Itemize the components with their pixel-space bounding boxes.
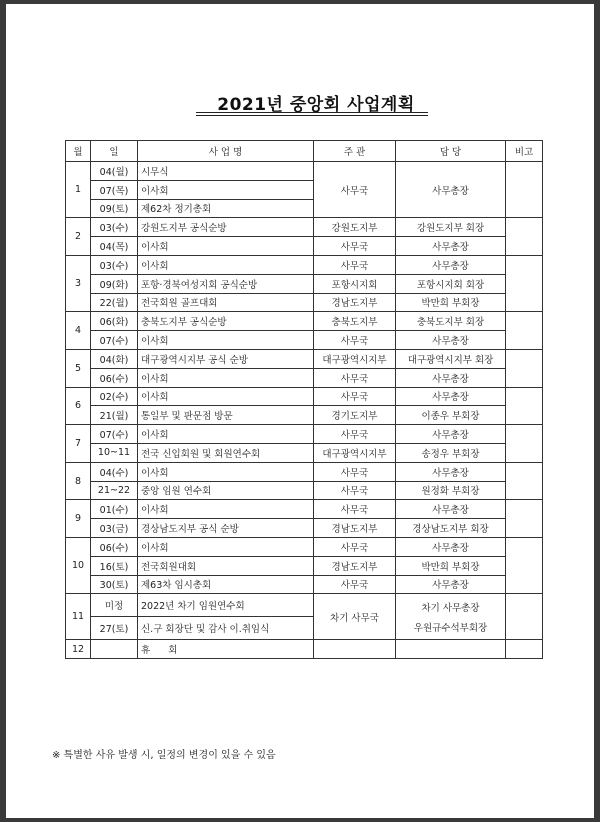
host-cell: 충북도지부 xyxy=(314,312,396,331)
page-title: 2021년 중앙회 사업계획 xyxy=(217,95,415,115)
remarks-cell xyxy=(506,462,543,500)
manager-cell: 사무총장 xyxy=(396,500,506,519)
event-cell: 강원도지부 공식순방 xyxy=(138,218,314,237)
date-cell: 06(수) xyxy=(91,537,138,556)
date-cell: 06(수) xyxy=(91,368,138,387)
table-row xyxy=(66,575,543,594)
remarks-cell xyxy=(506,162,543,218)
manager-cell: 사무총장 xyxy=(396,462,506,481)
table-row xyxy=(66,237,543,256)
event-cell: 전국 신입회원 및 회원연수회 xyxy=(138,443,314,462)
manager-cell: 사무총장 xyxy=(396,255,506,274)
event-cell: 2022년 차기 임원연수회 xyxy=(138,594,314,617)
manager-cell: 원정화 부회장 xyxy=(396,481,506,500)
remarks-cell xyxy=(506,312,543,350)
host-cell: 사무국 xyxy=(314,237,396,256)
event-cell: 이사회 xyxy=(138,387,314,406)
manager-cell: 사무총장 xyxy=(396,425,506,444)
event-cell: 이사회 xyxy=(138,425,314,444)
month-cell: 2 xyxy=(66,218,91,256)
event-cell: 이사회 xyxy=(138,368,314,387)
table-row xyxy=(66,556,543,575)
host-cell: 사무국 xyxy=(314,368,396,387)
manager-cell: 포항시지회 회장 xyxy=(396,274,506,293)
manager-cell: 사무총장 xyxy=(396,162,506,218)
event-cell: 경상남도지부 공식 순방 xyxy=(138,519,314,538)
date-cell: 03(금) xyxy=(91,519,138,538)
table-row xyxy=(66,640,543,659)
month-cell: 3 xyxy=(66,255,91,311)
date-cell: 07(목) xyxy=(91,180,138,199)
host-cell: 사무국 xyxy=(314,575,396,594)
date-cell: 미정 xyxy=(91,594,138,617)
date-cell: 21~22 xyxy=(91,481,138,500)
event-cell: 이사회 xyxy=(138,237,314,256)
remarks-cell xyxy=(506,218,543,256)
event-cell: 시무식 xyxy=(138,162,314,181)
table-row xyxy=(66,387,543,406)
event-cell: 전국회원 골프대회 xyxy=(138,293,314,312)
event-cell: 제63차 임시총회 xyxy=(138,575,314,594)
table-row xyxy=(66,537,543,556)
table-row xyxy=(66,368,543,387)
manager-cell: 박만희 부회장 xyxy=(396,293,506,312)
header-month: 월 xyxy=(66,141,91,162)
host-cell: 포항시지회 xyxy=(314,274,396,293)
month-cell: 10 xyxy=(66,537,91,593)
event-cell: 이사회 xyxy=(138,462,314,481)
month-cell: 1 xyxy=(66,162,91,218)
event-cell: 이사회 xyxy=(138,255,314,274)
month-cell: 12 xyxy=(66,640,91,659)
host-cell: 사무국 xyxy=(314,500,396,519)
event-cell: 전국회원대회 xyxy=(138,556,314,575)
manager-cell: 이종우 부회장 xyxy=(396,406,506,425)
host-cell: 사무국 xyxy=(314,537,396,556)
date-cell: 09(토) xyxy=(91,199,138,218)
table-row xyxy=(66,293,543,312)
schedule-table xyxy=(65,140,543,659)
manager-cell: 경상남도지부 회장 xyxy=(396,519,506,538)
header-event: 사 업 명 xyxy=(138,141,314,162)
event-cell: 이사회 xyxy=(138,537,314,556)
host-cell: 대구광역시지부 xyxy=(314,443,396,462)
remarks-cell xyxy=(506,537,543,593)
table-row xyxy=(66,349,543,368)
remarks-cell xyxy=(506,387,543,425)
month-cell: 6 xyxy=(66,387,91,425)
date-cell: 01(수) xyxy=(91,500,138,519)
table-row xyxy=(66,274,543,293)
event-cell: 이사회 xyxy=(138,500,314,519)
host-cell: 사무국 xyxy=(314,387,396,406)
date-cell: 03(수) xyxy=(91,218,138,237)
header-remarks: 비고 xyxy=(506,141,543,162)
table-header-row xyxy=(66,141,543,162)
host-cell: 사무국 xyxy=(314,255,396,274)
event-cell: 대구광역시지부 공식 순방 xyxy=(138,349,314,368)
table-row xyxy=(66,443,543,462)
header-host: 주 관 xyxy=(314,141,396,162)
host-cell: 대구광역시지부 xyxy=(314,349,396,368)
event-cell: 충북도지부 공식순방 xyxy=(138,312,314,331)
date-cell: 02(수) xyxy=(91,387,138,406)
manager-cell: 대구광역시지부 회장 xyxy=(396,349,506,368)
manager-cell: 사무총장 xyxy=(396,368,506,387)
table-row xyxy=(66,500,543,519)
manager-cell: 충북도지부 회장 xyxy=(396,312,506,331)
table-row xyxy=(66,331,543,350)
header-day: 일 xyxy=(91,141,138,162)
date-cell: 04(월) xyxy=(91,162,138,181)
header-manager: 담 당 xyxy=(396,141,506,162)
table-row xyxy=(66,594,543,617)
remarks-cell xyxy=(506,349,543,387)
table-row xyxy=(66,519,543,538)
date-cell: 30(토) xyxy=(91,575,138,594)
manager-cell: 사무총장 xyxy=(396,387,506,406)
manager-line: 우원규수석부회장 xyxy=(413,622,488,634)
month-cell: 9 xyxy=(66,500,91,538)
host-cell: 경남도지부 xyxy=(314,556,396,575)
date-cell: 22(월) xyxy=(91,293,138,312)
manager-line: 차기 사무총장 xyxy=(421,602,480,614)
document-page xyxy=(6,4,594,818)
table-row xyxy=(66,406,543,425)
remarks-cell xyxy=(506,425,543,463)
date-cell: 10~11 xyxy=(91,443,138,462)
month-cell: 5 xyxy=(66,349,91,387)
host-cell: 강원도지부 xyxy=(314,218,396,237)
event-cell: 휴 회 xyxy=(138,640,314,659)
month-cell: 4 xyxy=(66,312,91,350)
host-cell: 사무국 xyxy=(314,481,396,500)
table-row xyxy=(66,218,543,237)
event-cell: 통일부 및 판문점 방문 xyxy=(138,406,314,425)
table-row xyxy=(66,255,543,274)
date-cell: 04(목) xyxy=(91,237,138,256)
date-cell: 07(수) xyxy=(91,425,138,444)
event-cell: 제62차 정기총회 xyxy=(138,199,314,218)
remarks-cell xyxy=(506,500,543,538)
date-cell: 27(토) xyxy=(91,617,138,640)
month-cell: 7 xyxy=(66,425,91,463)
table-row xyxy=(66,462,543,481)
manager-cell: 사무총장 xyxy=(396,537,506,556)
host-cell: 경남도지부 xyxy=(314,293,396,312)
host-cell: 사무국 xyxy=(314,462,396,481)
date-cell xyxy=(91,640,138,659)
footnote: ※ 특별한 사유 발생 시, 일정의 변경이 있을 수 있음 xyxy=(52,750,276,761)
date-cell: 16(토) xyxy=(91,556,138,575)
event-cell: 중앙 임원 연수회 xyxy=(138,481,314,500)
table-row xyxy=(66,312,543,331)
title-underline-second xyxy=(196,115,428,116)
date-cell: 04(수) xyxy=(91,462,138,481)
manager-cell: 사무총장 xyxy=(396,575,506,594)
host-cell: 경남도지부 xyxy=(314,519,396,538)
host-cell: 경기도지부 xyxy=(314,406,396,425)
event-cell: 이사회 xyxy=(138,331,314,350)
host-cell xyxy=(314,640,396,659)
remarks-cell xyxy=(506,640,543,659)
table-row xyxy=(66,162,543,181)
manager-cell xyxy=(396,594,506,640)
date-cell: 03(수) xyxy=(91,255,138,274)
host-cell: 사무국 xyxy=(314,162,396,218)
event-cell: 신.구 회장단 및 감사 이.취임식 xyxy=(138,617,314,640)
manager-cell: 사무총장 xyxy=(396,237,506,256)
remarks-cell xyxy=(506,594,543,640)
manager-cell xyxy=(396,640,506,659)
event-cell: 포항·경북여성지회 공식순방 xyxy=(138,274,314,293)
manager-cell: 박만희 부회장 xyxy=(396,556,506,575)
manager-cell: 송정우 부회장 xyxy=(396,443,506,462)
host-cell: 차기 사무국 xyxy=(314,594,396,640)
host-cell: 사무국 xyxy=(314,331,396,350)
manager-cell: 강원도지부 회장 xyxy=(396,218,506,237)
manager-cell: 사무총장 xyxy=(396,331,506,350)
date-cell: 09(화) xyxy=(91,274,138,293)
event-cell: 이사회 xyxy=(138,180,314,199)
month-cell: 11 xyxy=(66,594,91,640)
table-row xyxy=(66,425,543,444)
date-cell: 06(화) xyxy=(91,312,138,331)
table-row xyxy=(66,481,543,500)
date-cell: 21(월) xyxy=(91,406,138,425)
date-cell: 04(화) xyxy=(91,349,138,368)
date-cell: 07(수) xyxy=(91,331,138,350)
month-cell: 8 xyxy=(66,462,91,500)
host-cell: 사무국 xyxy=(314,425,396,444)
title-underline xyxy=(196,112,428,113)
remarks-cell xyxy=(506,255,543,311)
